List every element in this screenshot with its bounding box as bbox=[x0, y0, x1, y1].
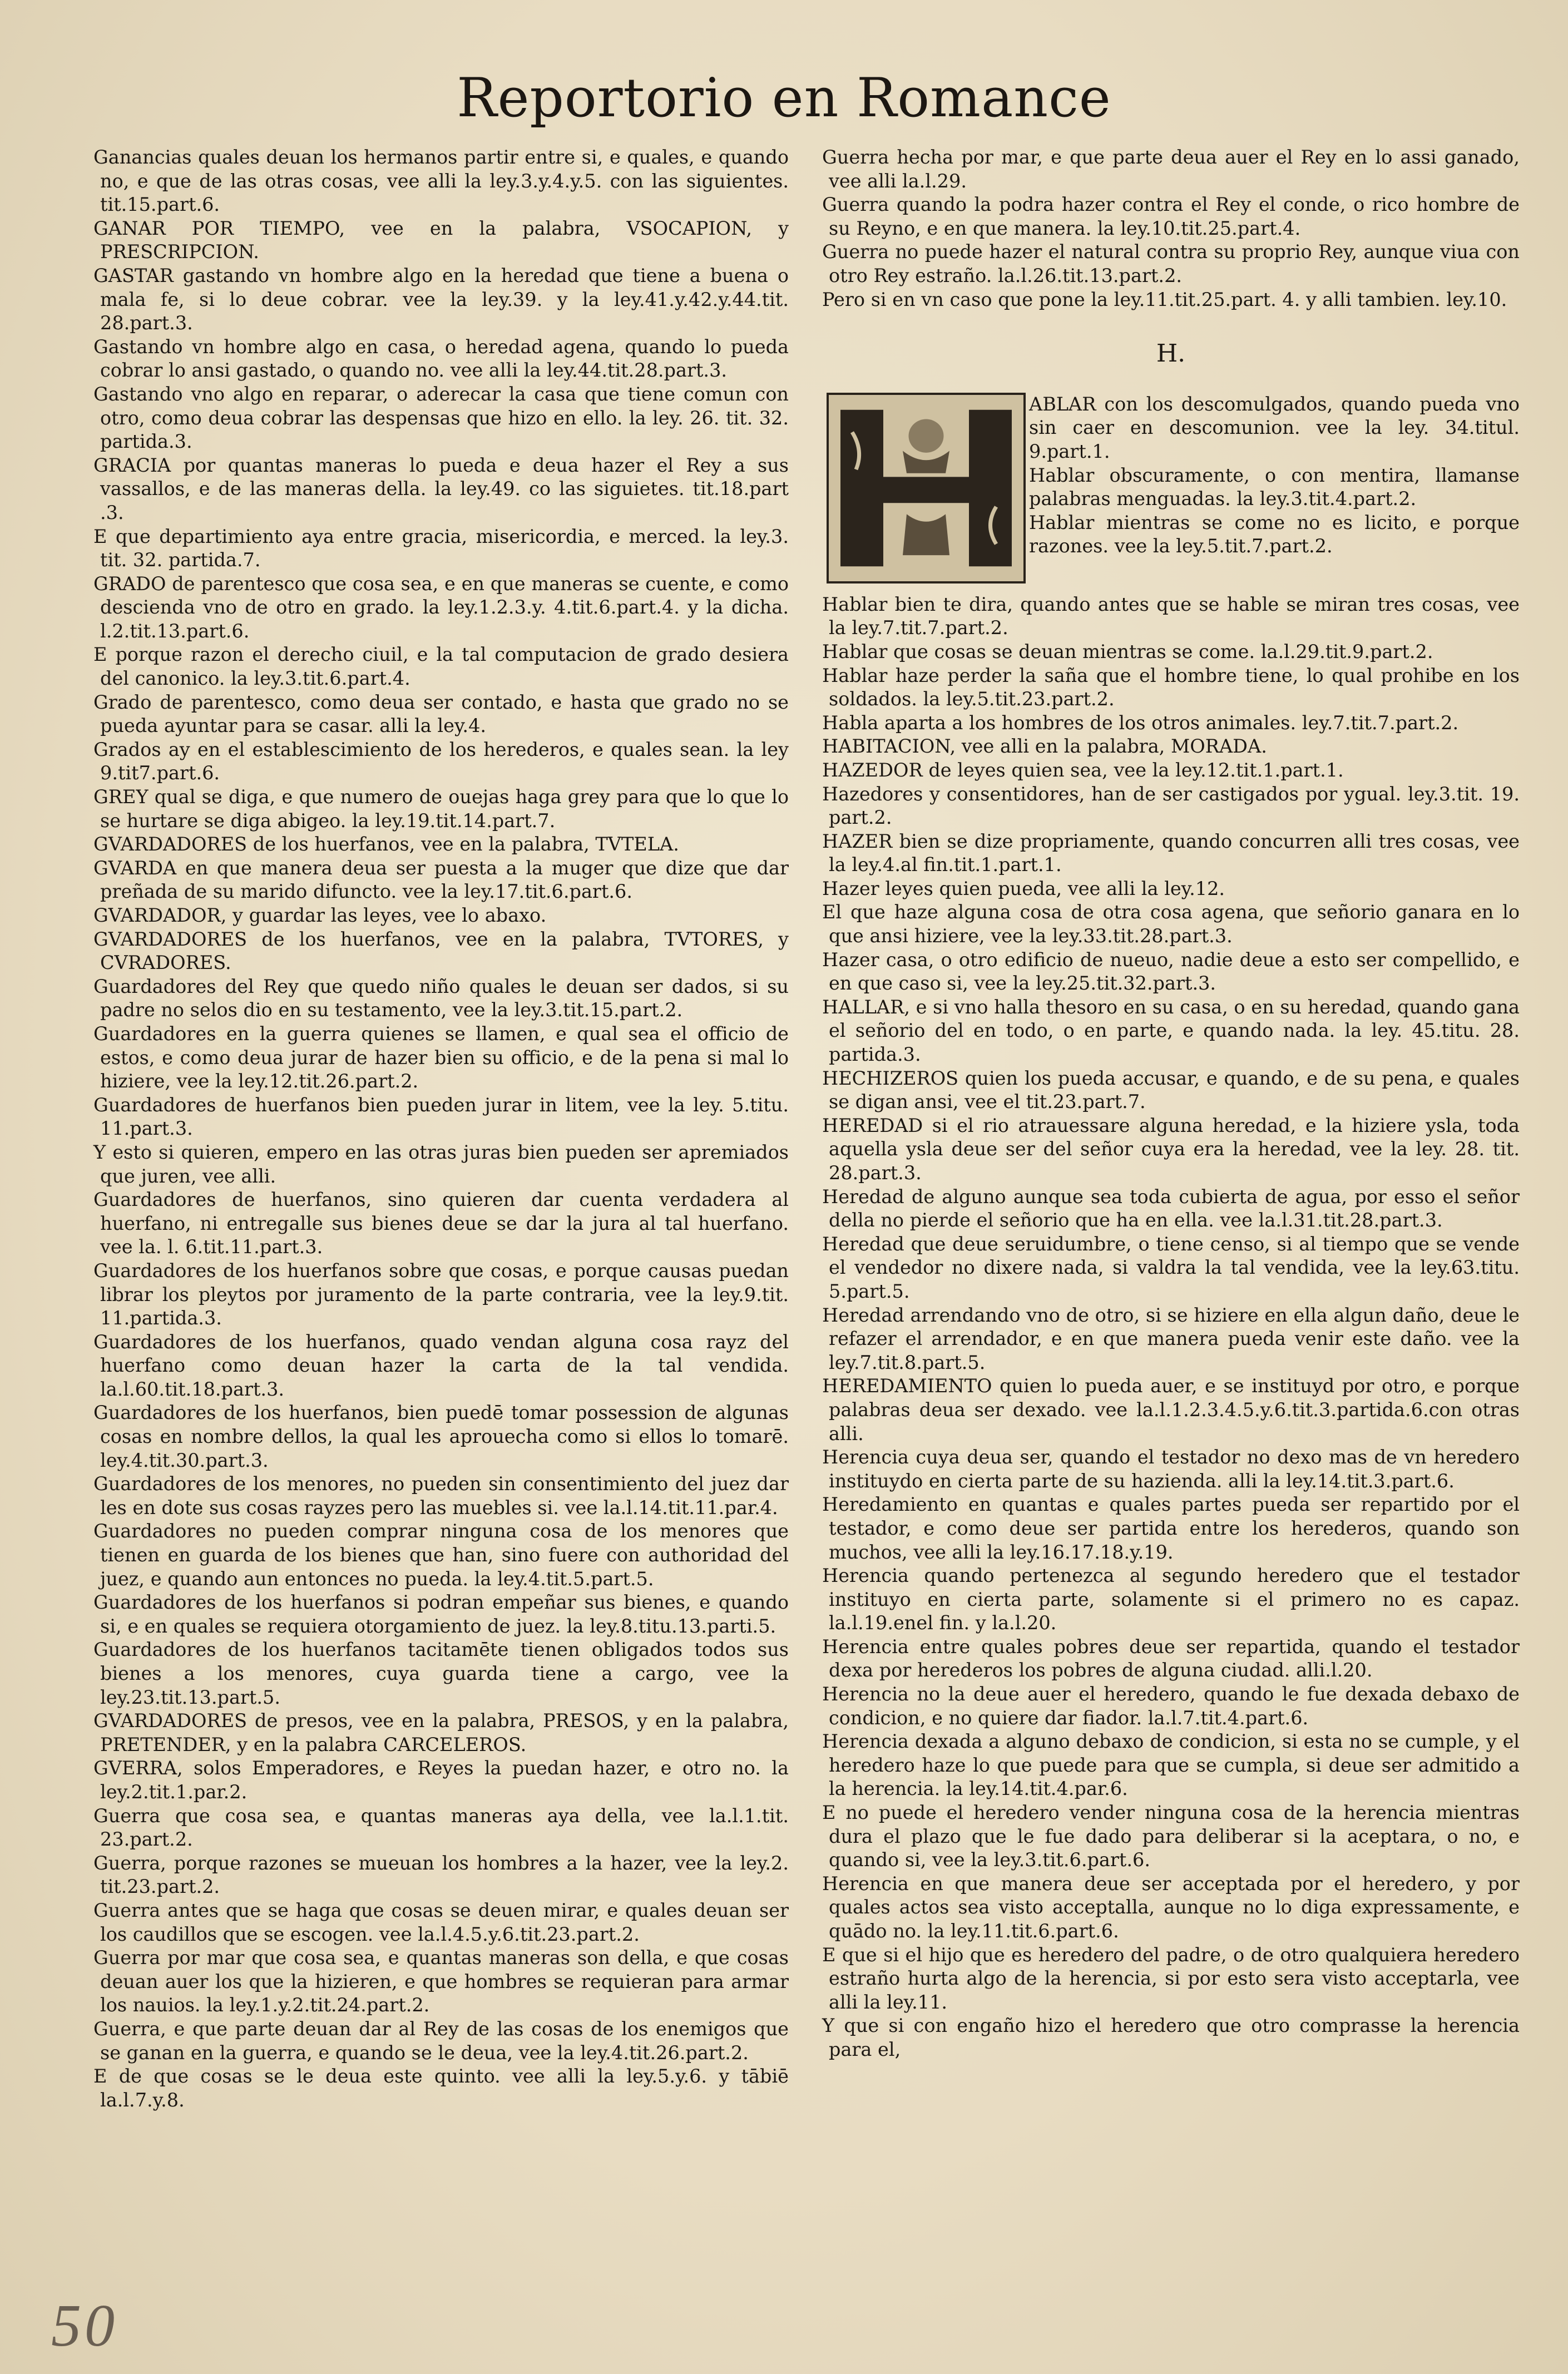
index-entry: E porque razon el derecho ciuil, e la tal computacion de grado desiera del canonico. la ley.3.tit.6.part.4. bbox=[93, 644, 789, 690]
index-entry: Heredad arrendando vno de otro, si se hiziere en ella algun daño, deue le refazer el arrendador, e en que manera pueda venir este daño. vee la ley.7.tit.8.part.5. bbox=[822, 1304, 1520, 1373]
index-entry: Guardadores de huerfanos bien pueden jurar in litem, vee la ley. 5.titu. 11.part.3. bbox=[93, 1094, 789, 1140]
right-column-bottom-entries bbox=[822, 593, 1520, 2062]
index-entry: GVARDA en que manera deua ser puesta a la muger que dize que dar preñada de su marido difuncto. vee la ley.17.tit.6.part.6. bbox=[93, 857, 789, 903]
index-entry: E de que cosas se le deua este quinto. vee alli la ley.5.y.6. y tābiē la.l.7.y.8. bbox=[93, 2065, 789, 2111]
index-entry: Ganancias quales deuan los hermanos partir entre si, e quales, e quando no, e que de las otras cosas, vee alli la ley.3.y.4.y.5. con las siguientes. tit.15.part.6. bbox=[93, 146, 789, 216]
index-entry: HABITACION, vee alli en la palabra, MORADA. bbox=[822, 735, 1267, 758]
index-entry: Hablar que cosas se deuan mientras se come. la.l.29.tit.9.part.2. bbox=[822, 640, 1433, 662]
index-entry: Guerra quando la podra hazer contra el Rey el conde, o rico hombre de su Reyno, e en que manera. la ley.10.tit.25.part.4. bbox=[822, 194, 1520, 239]
index-entry: Hablar haze perder la saña que el hombre tiene, lo qual prohibe en los soldados. la ley.5.tit.23.part.2. bbox=[822, 664, 1520, 710]
index-entry: Gastando vn hombre algo en casa, o heredad agena, quando lo pueda cobrar lo ansi gastado, o quando no. vee alli la ley.44.tit.28.part.3. bbox=[93, 335, 789, 382]
page-number: 50 bbox=[51, 2293, 118, 2359]
index-entry: E que si el hijo que es heredero del padre, o de otro qualquiera heredero estraño hurta algo de la herencia, si por esto sera visto acceptarla, vee alli la ley.11. bbox=[822, 1943, 1520, 2013]
index-entry: Guardadores de los huerfanos sobre que cosas, e porque causas puedan librar los pleytos por juramento de la parte contraria, vee la ley.9.tit. 11.partida.3. bbox=[93, 1259, 789, 1329]
index-entry: E no puede el heredero vender ninguna cosa de la herencia mientras dura el plazo que le fue dado para deliberar si la aceptara, o no, e quando si, vee la ley.3.tit.6.part.6. bbox=[822, 1802, 1520, 1871]
index-entry: Pero si en vn caso que pone la ley.11.tit.25.part. 4. y alli tambien. ley.10. bbox=[822, 288, 1507, 310]
index-entry: Heredad de alguno aunque sea toda cubierta de agua, por esso el señor della no pierde el señorio que ha en ella. vee la.l.31.tit.28.part.3. bbox=[822, 1185, 1520, 1231]
index-entry: Hablar mientras se come no es licito, e porque razones. vee la ley.5.tit.7.part.2. bbox=[1029, 511, 1520, 557]
index-entry: Guerra, e que parte deuan dar al Rey de las cosas de los enemigos que se ganan en la guerra, e quando se le deua, vee la ley.4.tit.26.part.2. bbox=[93, 2017, 789, 2064]
index-entry: Guerra, porque razones se mueuan los hombres a la hazer, vee la ley.2. tit.23.part.2. bbox=[93, 1852, 789, 1898]
page-title: Reportorio en Romance bbox=[457, 67, 1111, 129]
index-entry: Guerra antes que se haga que cosas se deuen mirar, e quales deuan ser los caudillos que se escogen. vee la.l.4.5.y.6.tit.23.part.2. bbox=[93, 1899, 789, 1945]
index-entry: Guardadores de los menores, no pueden sin consentimiento del juez dar les en dote sus cosas rayzes pero las muebles si. vee la.l.14.tit.11.par.4. bbox=[93, 1473, 789, 1519]
index-entry: Gastando vno algo en reparar, o aderecar la casa que tiene comun con otro, como deua cobrar las despensas que hizo en ello. la ley. 26. tit. 32. partida.3. bbox=[93, 383, 789, 453]
initial-entries bbox=[1029, 393, 1520, 558]
index-entry: GREY qual se diga, e que numero de ouejas haga grey para que lo que lo se hurtare se diga abigeo. la ley.19.tit.14.part.7. bbox=[93, 786, 789, 832]
index-entry: Guardadores de los huerfanos si podran empeñar sus bienes, e quando si, e en quales se requiera otorgamiento de juez. la ley.8.titu.13.parti.5. bbox=[93, 1591, 789, 1637]
index-entry: HAZEDOR de leyes quien sea, vee la ley.12.tit.1.part.1. bbox=[822, 759, 1344, 781]
index-entry: Guardadores de huerfanos, sino quieren dar cuenta verdadera al huerfano, ni entregalle sus bienes deue se dar la jura al tal huerfano. vee la. l. 6.tit.11.part.3. bbox=[93, 1189, 789, 1258]
left-column bbox=[93, 146, 789, 2112]
index-entry: Grado de parentesco, como deua ser contado, e hasta que grado no se pueda ayuntar para se casar. alli la ley.4. bbox=[93, 691, 789, 737]
index-entry: ABLAR con los descomulgados, quando pueda vno sin caer en descomunion. vee la ley. 34.titul. 9.part.1. bbox=[1029, 393, 1520, 462]
index-entry: Herencia no la deue auer el heredero, quando le fue dexada debaxo de condicion, e no quiere dar fiador. la.l.7.tit.4.part.6. bbox=[822, 1683, 1520, 1729]
decorated-initial-h-icon bbox=[827, 393, 1026, 583]
right-column bbox=[822, 146, 1520, 2062]
index-entry: Guardadores en la guerra quienes se llamen, e qual sea el officio de estos, e como deua jurar de hazer bien su officio, e de la pena si mal lo hiziere, vee la ley.12.tit.26.part.2. bbox=[93, 1022, 789, 1092]
index-entry: El que haze alguna cosa de otra cosa agena, que señorio ganara en lo que ansi hiziere, vee la ley.33.tit.28.part.3. bbox=[822, 901, 1520, 947]
index-entry: Guardadores del Rey que quedo niño quales le deuan ser dados, si su padre no selos dio en su testamento, vee la ley.3.tit.15.part.2. bbox=[93, 975, 789, 1021]
index-entry: Herencia entre quales pobres deue ser repartida, quando el testador dexa por herederos los pobres de alguna ciudad. alli.l.20. bbox=[822, 1635, 1520, 1681]
index-entry: Guardadores de los huerfanos tacitamēte tienen obligados todos sus bienes a los menores, cuya guarda tiene a cargo, vee la ley.23.tit.13.part.5. bbox=[93, 1639, 789, 1708]
index-entry: Grados ay en el establescimiento de los herederos, e quales sean. la ley 9.tit7.part.6. bbox=[93, 738, 789, 784]
index-entry: Guerra no puede hazer el natural contra su proprio Rey, aunque viua con otro Rey estraño. la.l.26.tit.13.part.2. bbox=[822, 241, 1520, 286]
index-entry: GVARDADOR, y guardar las leyes, vee lo abaxo. bbox=[93, 904, 547, 926]
index-entry: Hazedores y consentidores, han de ser castigados por ygual. ley.3.tit. 19. part.2. bbox=[822, 783, 1520, 829]
right-column-top-entries bbox=[822, 146, 1520, 311]
index-entry: Guerra por mar que cosa sea, e quantas maneras son della, e que cosas deuan auer los que la hizieren, e que hombres se requieran para armar los nauios. la ley.1.y.2.tit.24.part.2. bbox=[93, 1947, 789, 2016]
index-entry: GANAR POR TIEMPO, vee en la palabra, VSOCAPION, y PRESCRIPCION. bbox=[93, 217, 789, 263]
index-entry: HAZER bien se dize propriamente, quando concurren alli tres cosas, vee la ley.4.al fin.tit.1.part.1. bbox=[822, 830, 1520, 876]
index-entry: Hazer leyes quien pueda, vee alli la ley.12. bbox=[822, 877, 1225, 899]
index-entry: GVARDADORES de presos, vee en la palabra, PRESOS, y en la palabra, PRETENDER, y en la palabra CARCELEROS. bbox=[93, 1710, 789, 1755]
index-entry: HEREDAMIENTO quien lo pueda auer, e se instituyd por otro, e porque palabras deua ser dexado. vee la.l.1.2.3.4.5.y.6.tit.3.partida.6.con otras alli. bbox=[822, 1375, 1520, 1445]
index-entry: Guardadores de los huerfanos, bien puedē tomar possession de algunas cosas en nombre dellos, la qual les aprouecha como si ellos lo tomarē. ley.4.tit.30.part.3. bbox=[93, 1402, 789, 1471]
index-entry: Y esto si quieren, empero en las otras juras bien pueden ser apremiados que juren, vee alli. bbox=[93, 1141, 789, 1187]
index-entry: Herencia quando pertenezca al segundo heredero que el testador instituyo en cierta parte, solamente si el primero no es capaz. la.l.19.enel fin. y la.l.20. bbox=[822, 1565, 1520, 1634]
index-entry: Heredamiento en quantas e quales partes pueda ser repartido por el testador, e como deue ser partida entre los herederos, quando son muchos, vee alli la ley.16.17.18.y.19. bbox=[822, 1493, 1520, 1563]
index-entry: GVARDADORES de los huerfanos, vee en la palabra, TVTELA. bbox=[93, 833, 679, 855]
index-entry: Hazer casa, o otro edificio de nueuo, nadie deue a esto ser compellido, e en que caso si, vee la ley.25.tit.32.part.3. bbox=[822, 948, 1520, 995]
index-entry: Hablar bien te dira, quando antes que se hable se miran tres cosas, vee la ley.7.tit.7.part.2. bbox=[822, 593, 1520, 639]
index-entry: Hablar obscuramente, o con mentira, llamanse palabras menguadas. la ley.3.tit.4.part.2. bbox=[1029, 464, 1520, 510]
index-entry: Heredad que deue seruidumbre, o tiene censo, si al tiempo que se vende el vendedor no dixere nada, si valdra la tal vendida, vee la ley.63.titu. 5.part.5. bbox=[822, 1233, 1520, 1302]
index-entry: Herencia cuya deua ser, quando el testador no dexo mas de vn heredero instituydo en cierta parte de su hazienda. alli la ley.14.tit.3.part.6. bbox=[822, 1446, 1520, 1492]
index-entry: GVARDADORES de los huerfanos, vee en la palabra, TVTORES, y CVRADORES. bbox=[93, 928, 789, 974]
section-letter: H. bbox=[1156, 339, 1186, 368]
initial-block bbox=[822, 393, 1520, 593]
index-entry: Y que si con engaño hizo el heredero que otro comprasse la herencia para el, bbox=[822, 2015, 1520, 2060]
index-entry: Guerra que cosa sea, e quantas maneras aya della, vee la.l.1.tit. 23.part.2. bbox=[93, 1804, 789, 1851]
index-entry: HALLAR, e si vno halla thesoro en su casa, o en su heredad, quando gana el señorio del en todo, o en parte, e quando nada. la ley. 45.titu. 28. partida.3. bbox=[822, 996, 1520, 1066]
index-entry: HECHIZEROS quien los pueda accusar, e quando, e de su pena, e quales se digan ansi, vee el tit.23.part.7. bbox=[822, 1067, 1520, 1113]
index-entry: GVERRA, solos Emperadores, e Reyes la puedan hazer, e otro no. la ley.2.tit.1.par.2. bbox=[93, 1757, 789, 1803]
index-entry: Herencia en que manera deue ser acceptada por el heredero, y por quales actos sea visto acceptalla, aunque no lo diga expressamente, e quādo no. la ley.11.tit.6.part.6. bbox=[822, 1872, 1520, 1942]
index-entry: Guerra hecha por mar, e que parte deua auer el Rey en lo assi ganado, vee alli la.l.29. bbox=[822, 146, 1520, 192]
index-entry: GRACIA por quantas maneras lo pueda e deua hazer el Rey a sus vassallos, e de las maneras della. la ley.49. co las siguietes. tit.18.part .3. bbox=[93, 454, 789, 523]
index-entry: Guardadores no pueden comprar ninguna cosa de los menores que tienen en guarda de los bienes que han, sino fuere con authoridad del juez, e quando aun entonces no pueda. la ley.4.tit.5.part.5. bbox=[93, 1520, 789, 1590]
index-entry: Habla aparta a los hombres de los otros animales. ley.7.tit.7.part.2. bbox=[822, 711, 1459, 734]
index-entry: GRADO de parentesco que cosa sea, e en que maneras se cuente, e como descienda vno de otro en grado. la ley.1.2.3.y. 4.tit.6.part.4. y la dicha. l.2.tit.13.part.6. bbox=[93, 572, 789, 642]
index-entry: GASTAR gastando vn hombre algo en la heredad que tiene a buena o mala fe, si lo deue cobrar. vee la ley.39. y la ley.41.y.42.y.44.tit. 28.part.3. bbox=[93, 264, 789, 334]
index-entry: Guardadores de los huerfanos, quado vendan alguna cosa rayz del huerfano como deuan hazer la carta de la tal vendida. la.l.60.tit.18.part.3. bbox=[93, 1331, 789, 1400]
index-entry: HEREDAD si el rio atrauessare alguna heredad, e la hiziere ysla, toda aquella ysla deue ser del señor cuya era la heredad, vee la ley. 28. tit. 28.part.3. bbox=[822, 1114, 1520, 1184]
index-entry: Herencia dexada a alguno debaxo de condicion, si esta no se cumple, y el heredero haze lo que puede para que se cumpla, si deue ser admitido a la herencia. la ley.14.tit.4.par.6. bbox=[822, 1730, 1520, 1800]
index-entry: E que departimiento aya entre gracia, misericordia, e merced. la ley.3. tit. 32. partida.7. bbox=[93, 525, 789, 571]
